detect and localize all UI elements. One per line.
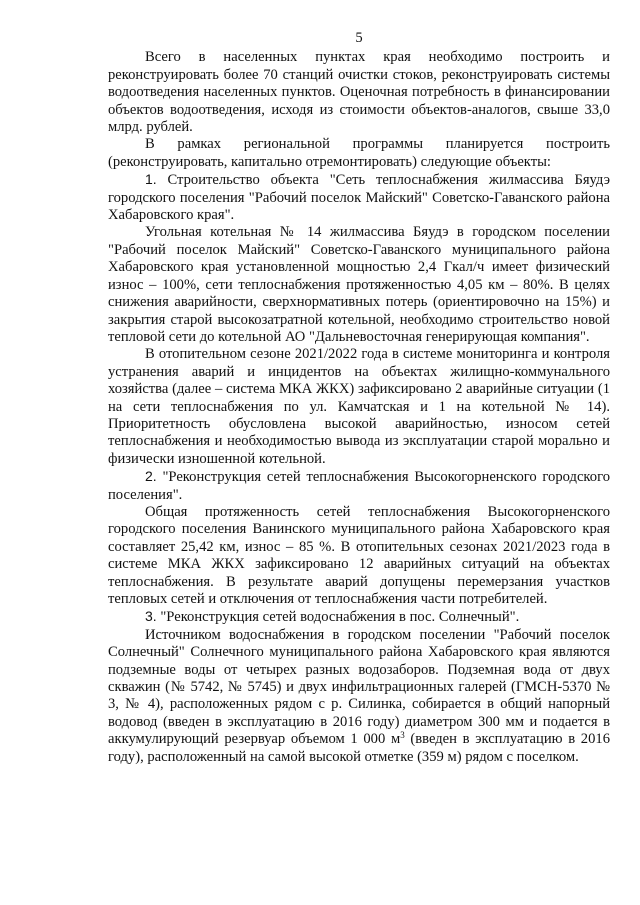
paragraph-text-before: Источником водоснабжения в городском поселении "Рабочий поселок Солнечный" Солнечного муниципального района Хабаровского края являются подземные воды от четырех разных водозаборов. Подземная вода от двух скважин (№ 5742, № 5745) и двух инфильтрационных галерей (ГМСН-5370 № 3, № 4), расположенных рядом с р. Силинка, собирается в общий напорный водовод (введен в эксплуатацию в 2016 году) диаметром 300 мм и подается в аккумулирующий резервуар объемом 1 000 м [108, 626, 610, 748]
heading-number: 2. [145, 468, 157, 485]
paragraph-water-supply-source [108, 627, 610, 766]
document-page [108, 30, 610, 766]
paragraph-heating-season: В отопительном сезоне 2021/2022 года в системе мониторинга и контроля устранения аварий и инцидентов на объектах жилищно-коммунального хозяйства (далее – система МКА ЖКХ) зафиксировано 2 аварийные ситуации (1 на сети теплоснабжения по ул. Камчатская и 1 на котельной № 14). Приоритетность обусловлена высокой аварийностью, износом сетей теплоснабжения и необходимостью вывода из эксплуатации старой морально и физически изношенной котельной. [108, 346, 610, 467]
superscript-cubic: 3 [400, 730, 405, 741]
heading-text: Строительство объекта "Сеть теплоснабжения жилмассива Бяудэ городского поселения "Рабочий поселок Майский" Советско-Гаванского района Хабаровского края". [108, 172, 610, 224]
paragraph-sewage-stations: Всего в населенных пунктах края необходимо построить и реконструировать более 70 станций очистки стоков, реконструировать системы водоотведения населенных пунктов. Оценочная потребность в финансировании объектов водоотведения, исходя из стоимости объектов-аналогов, свыше 33,0 млрд. рублей. [108, 49, 610, 136]
heading-object-1 [108, 171, 610, 224]
paragraph-text-after: (введен в эксплуатацию в 2016 году), расположенный на самой высокой отметке (359 м) рядом с поселком. [108, 731, 610, 765]
heading-object-2 [108, 468, 610, 504]
paragraph-program-objects-intro: В рамках региональной программы планируется построить (реконструировать, капитально отремонтировать) следующие объекты: [108, 136, 610, 170]
page-number: 5 [355, 30, 363, 46]
heading-text: "Реконструкция сетей теплоснабжения Высокогорненского городского поселения". [108, 469, 610, 503]
paragraph-vysokogorny-networks: Общая протяженность сетей теплоснабжения Высокогорненского городского поселения Ванинского муниципального района Хабаровского края составляет 25,42 км, износ – 85 %. В отопительных сезонах 2021/2023 года в системе МКА ЖКХ зафиксировано 12 аварийных ситуаций на объектах теплоснабжения. В результате аварий допущены перемерзания участков тепловых сетей и отключения от теплоснабжения части потребителей. [108, 503, 610, 607]
heading-number: 1. [145, 171, 157, 188]
heading-text: "Реконструкция сетей водоснабжения в пос. Солнечный". [156, 609, 520, 626]
paragraph-boiler-14: Угольная котельная № 14 жилмассива Бяудэ в городском поселении "Рабочий поселок Майский" Советско-Гаванского муниципального района Хабаровского края установленной мощностью 2,4 Гкал/ч имеет физический износ – 100%, сети теплоснабжения протяженностью 4,05 км – 80%. В целях снижения аварийности, сверхнормативных потерь (ориентировочно на 15%) и закрытия старой высокозатратной котельной, необходимо строительство новой тепловой сети до котельной АО "Дальневосточная генерирующая компания". [108, 224, 610, 345]
heading-number: 3. [145, 608, 157, 625]
heading-object-3 [108, 608, 610, 626]
